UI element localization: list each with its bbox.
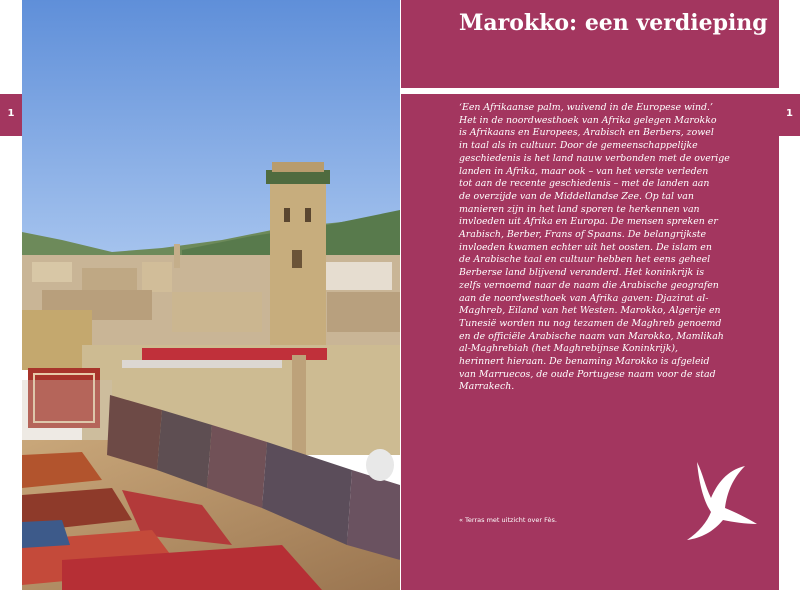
photo-caption: « Terras met uitzicht over Fès. [459, 516, 557, 524]
body-text-line: manieren zijn in het land sporen te herkennen van [459, 203, 700, 215]
body-text-line: Marrakech. [459, 381, 515, 393]
body-text-line: herinnert hieraan. De benaming Marokko is afgeleid [459, 356, 710, 368]
body-text-line: de overzijde van de Middellandse Zee. Op tal van [459, 190, 694, 202]
photo-illustration [22, 0, 400, 590]
text-panel [401, 94, 779, 590]
body-text-line: invloeden kwamen echter uit het oosten. De islam en [459, 241, 712, 253]
body-text-line: van Marruecos, de oude Portugese naam voor de stad [459, 368, 716, 380]
page-title: Marokko: een verdieping [459, 10, 768, 36]
page-tab-right [779, 94, 800, 136]
body-text-line: in taal als in cultuur. Door de gemeenschappelijke [459, 140, 698, 152]
title-banner [401, 0, 779, 88]
body-text-line: al-Maghrebiah (het Maghrebijnse Koninkrijk), [459, 343, 679, 355]
body-text-line: tot aan de recente geschiedenis – met de landen aan [459, 178, 710, 190]
body-text-line: geschiedenis is het land nauw verbonden met de overige [459, 152, 730, 164]
body-text [459, 102, 771, 394]
fes-terrace-photo [22, 0, 400, 590]
bird-logo-icon [687, 462, 759, 548]
body-text-line: Maghreb, Eiland van het Westen. Marokko, Algerije en [459, 305, 721, 317]
body-text-line: aan de noordwesthoek van Afrika gaven: Djazirat al- [459, 292, 709, 304]
body-text-line: Arabisch, Berber, Frans of Spaans. De belangrijkste [459, 229, 707, 241]
body-text-line: Berberse land blijvend veranderd. Het koninkrijk is [459, 267, 705, 279]
body-text-line: is Afrikaans en Europees, Arabisch en Berbers, zowel [459, 127, 714, 139]
page-number-right: 1 [786, 108, 793, 119]
body-text-line: invloeden uit Afrika en Europa. De mensen spreken er [459, 216, 718, 228]
body-text-line: Het in de noordwesthoek van Afrika gelegen Marokko [459, 114, 717, 126]
page-number-left: 1 [7, 108, 15, 119]
body-text-line: ‘Een Afrikaanse palm, wuivend in de Europese wind.’ [459, 102, 714, 113]
body-text-line: Tunesië worden nu nog tezamen de Maghreb genoemd [459, 317, 722, 329]
page-tab-left [0, 94, 22, 136]
body-text-line: landen in Afrika, maar ook – van het verste verleden [459, 165, 709, 177]
body-text-line: en de officiële Arabische naam van Marokko, Mamlikah [459, 330, 724, 342]
body-text-line: de Arabische taal en cultuur hebben het eens geheel [459, 254, 711, 266]
body-text-line: zelfs vernoemd naar de naam die Arabische geografen [459, 279, 719, 291]
